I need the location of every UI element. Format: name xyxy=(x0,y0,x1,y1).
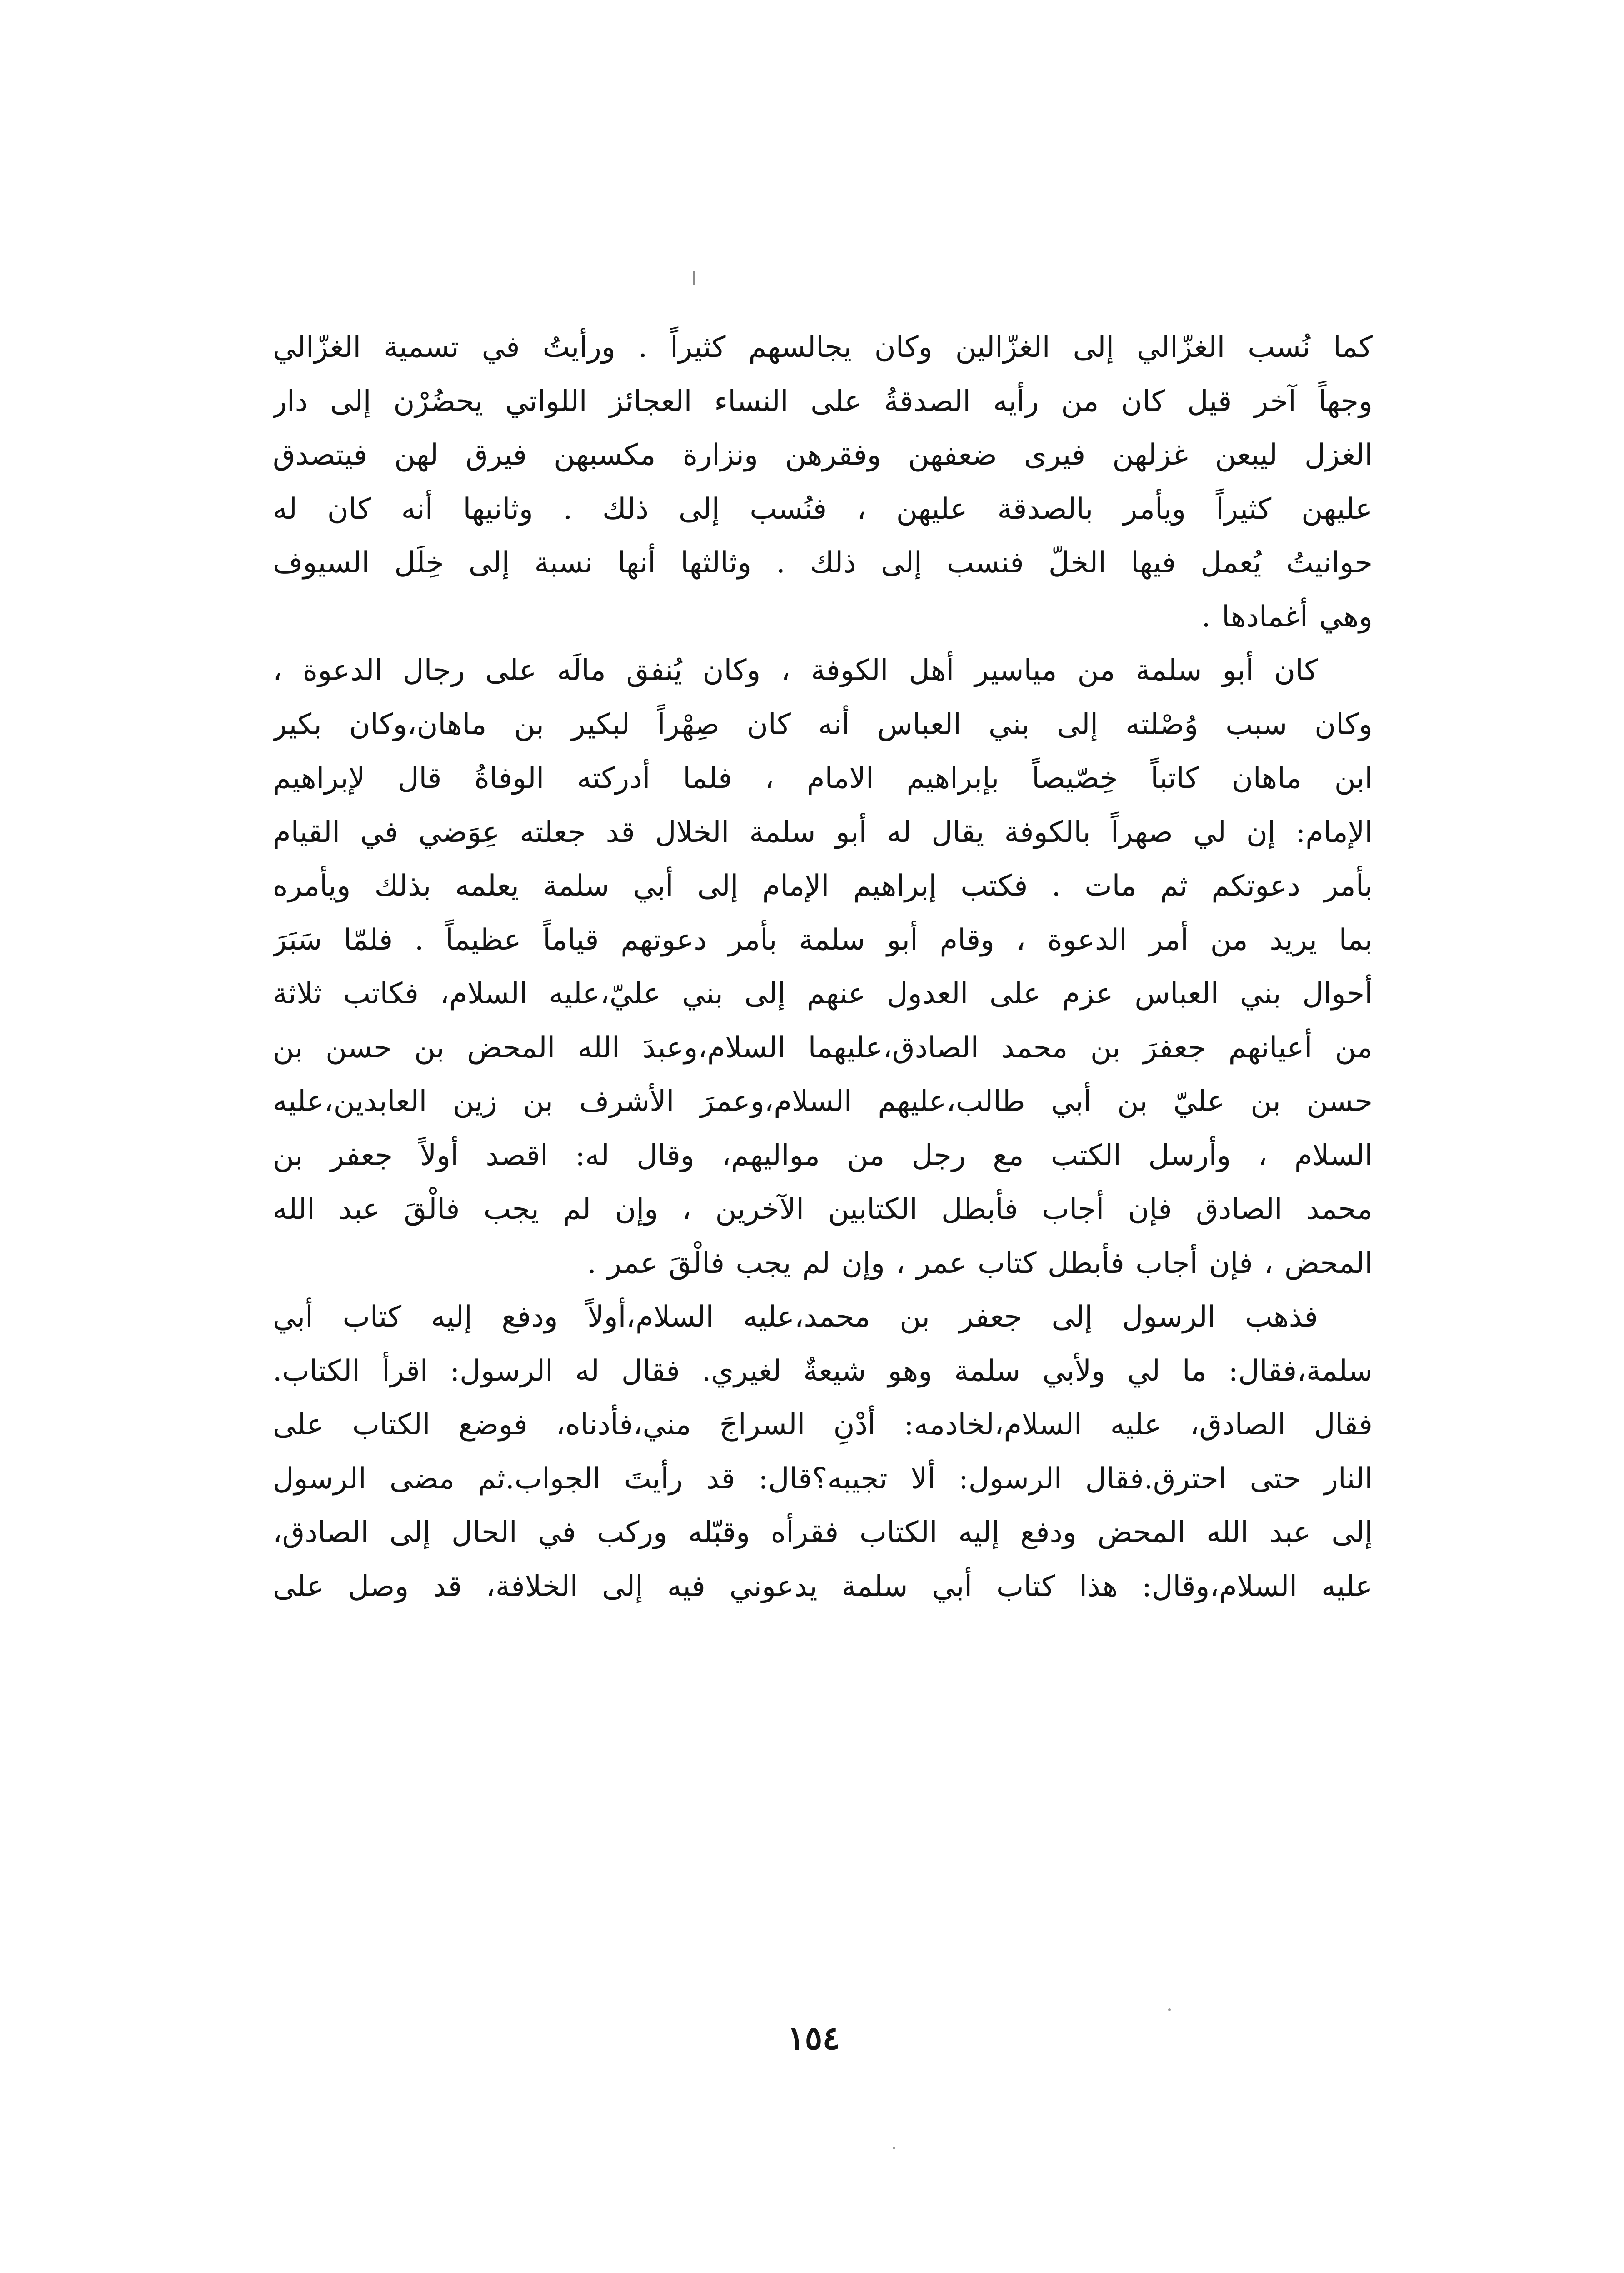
text-line: وهي أغمادها . xyxy=(1201,600,1373,634)
text-line: الإمام: إن لي صهراً بالكوفة يقال له أبو سلمة الخلال قد جعلته عِوَضي في القيام xyxy=(273,815,1373,849)
text-line: من أعيانهم جعفرَ بن محمد الصادق،عليهما السلام،وعبدَ الله المحض بن حسن بن xyxy=(273,1031,1373,1065)
text-line: كما نُسب الغزّالي إلى الغزّالين وكان يجالسهم كثيراً . ورأيتُ في تسمية الغزّالي xyxy=(273,330,1373,364)
text-line: أحوال بني العباس عزم على العدول عنهم إلى بني عليّ،عليه السلام، فكاتب ثلاثة xyxy=(273,977,1373,1011)
main-text xyxy=(273,320,1373,1613)
printing-mark xyxy=(693,271,695,285)
text-line: وكان سبب وُصْلته إلى بني العباس أنه كان صِهْراً لبكير بن ماهان،وكان بكير xyxy=(273,707,1373,741)
text-line: وجهاً آخر قيل كان من رأيه الصدقةُ على النساء العجائز اللواتي يحضُرْن إلى دار xyxy=(273,384,1373,418)
text-line: حسن بن عليّ بن أبي طالب،عليهم السلام،وعمرَ الأشرف بن زين العابدين،عليه xyxy=(273,1085,1373,1118)
page-number: ١٥٤ xyxy=(787,2018,840,2057)
text-line: عليهن كثيراً ويأمر بالصدقة عليهن ، فنُسب إلى ذلك . وثانيها أنه كان له xyxy=(273,492,1373,526)
scan-speck xyxy=(893,2147,895,2149)
text-line: النار حتى احترق.فقال الرسول: ألا تجيبه؟قال: قد رأيتَ الجواب.ثم مضى الرسول xyxy=(273,1462,1373,1496)
text-line: المحض ، فإن أجاب فأبطل كتاب عمر ، وإن لم يجب فالْقَ عمر . xyxy=(587,1246,1373,1280)
text-line: فذهب الرسول إلى جعفر بن محمد،عليه السلام،أولاً ودفع إليه كتاب أبي xyxy=(273,1300,1318,1334)
text-line: الغزل ليبعن غزلهن فيرى ضعفهن وفقرهن ونزارة مكسبهن فيرق لهن فيتصدق xyxy=(273,438,1373,472)
scan-speck xyxy=(1168,2008,1171,2011)
text-line: كان أبو سلمة من مياسير أهل الكوفة ، وكان يُنفق مالَه على رجال الدعوة ، xyxy=(273,654,1318,687)
text-line: بأمر دعوتكم ثم مات . فكتب إبراهيم الإمام إلى أبي سلمة يعلمه بذلك ويأمره xyxy=(273,869,1373,903)
text-line: فقال الصادق، عليه السلام،لخادمه: أدْنِ السراجَ مني،فأدناه، فوضع الكتاب على xyxy=(273,1408,1373,1442)
text-line: إلى عبد الله المحض ودفع إليه الكتاب فقرأه وقبّله وركب في الحال إلى الصادق، xyxy=(273,1516,1373,1549)
text-line: عليه السلام،وقال: هذا كتاب أبي سلمة يدعوني فيه إلى الخلافة، قد وصل على xyxy=(273,1569,1373,1603)
text-line: السلام ، وأرسل الكتب مع رجل من مواليهم، وقال له: اقصد أولاً جعفر بن xyxy=(273,1138,1373,1172)
text-line: سلمة،فقال: ما لي ولأبي سلمة وهو شيعةٌ لغيري. فقال له الرسول: اقرأ الكتاب. xyxy=(273,1354,1373,1388)
text-line: ابن ماهان كاتباً خِصّيصاً بإبراهيم الامام ، فلما أدركته الوفاةُ قال لإبراهيم xyxy=(273,761,1373,795)
text-line: حوانيتُ يُعمل فيها الخلّ فنسب إلى ذلك . وثالثها أنها نسبة إلى خِلَل السيوف xyxy=(273,546,1373,580)
text-line: محمد الصادق فإن أجاب فأبطل الكتابين الآخرين ، وإن لم يجب فالْقَ عبد الله xyxy=(273,1192,1373,1226)
text-line: بما يريد من أمر الدعوة ، وقام أبو سلمة بأمر دعوتهم قياماً عظيماً . فلمّا سَبَرَ xyxy=(273,923,1373,957)
